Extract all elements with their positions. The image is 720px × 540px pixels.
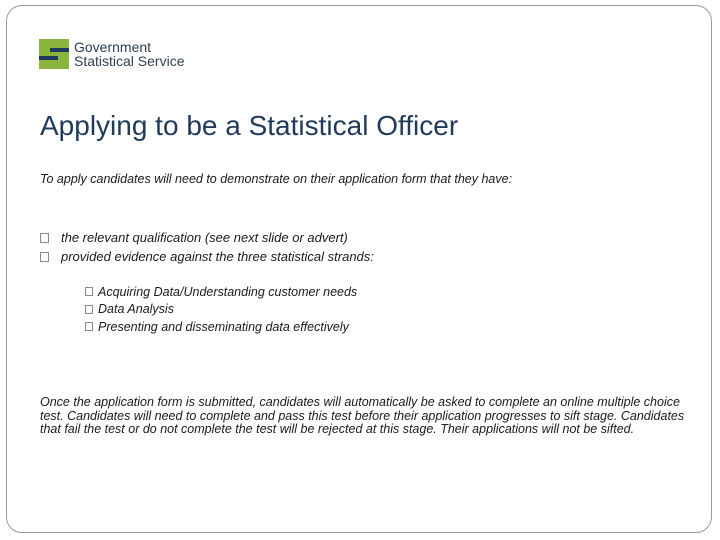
square-bullet-icon [40,252,49,262]
logo-line-1: Government [74,39,152,55]
requirement-item [40,228,374,247]
square-bullet-icon [85,305,93,314]
square-bullet-icon [85,322,93,331]
logo-line-2: Statistical Service [74,53,185,69]
strand-text: Presenting and disseminating data effectively [98,319,349,334]
strand-item [85,283,357,301]
requirements-list [40,228,374,266]
logo-text [74,40,184,68]
gss-logo [39,39,189,75]
strand-item [85,318,357,336]
square-bullet-icon [40,233,49,243]
gss-logo-mark-icon [39,39,69,69]
page-title: Applying to be a Statistical Officer [40,110,459,141]
strand-item [85,301,357,319]
requirement-text: provided evidence against the three statistical strands: [61,249,374,264]
intro-text: To apply candidates will need to demonstrate on their application form that they have: [40,172,513,186]
square-bullet-icon [85,287,93,296]
requirement-item [40,247,374,266]
strand-text: Data Analysis [98,302,174,317]
closing-paragraph: Once the application form is submitted, candidates will automatically be asked to complete an online multiple choice test. Candidates will need to complete and pass this test before their application progresses to sift stage. Candidates that fail the test or do not complete the test will be rejected at this stage. Their applications will not be sifted. [40,395,685,436]
strand-text: Acquiring Data/Understanding customer needs [98,284,358,299]
requirement-text: the relevant qualification (see next slide or advert) [61,230,348,245]
slide [6,5,712,533]
strands-list [85,283,357,336]
